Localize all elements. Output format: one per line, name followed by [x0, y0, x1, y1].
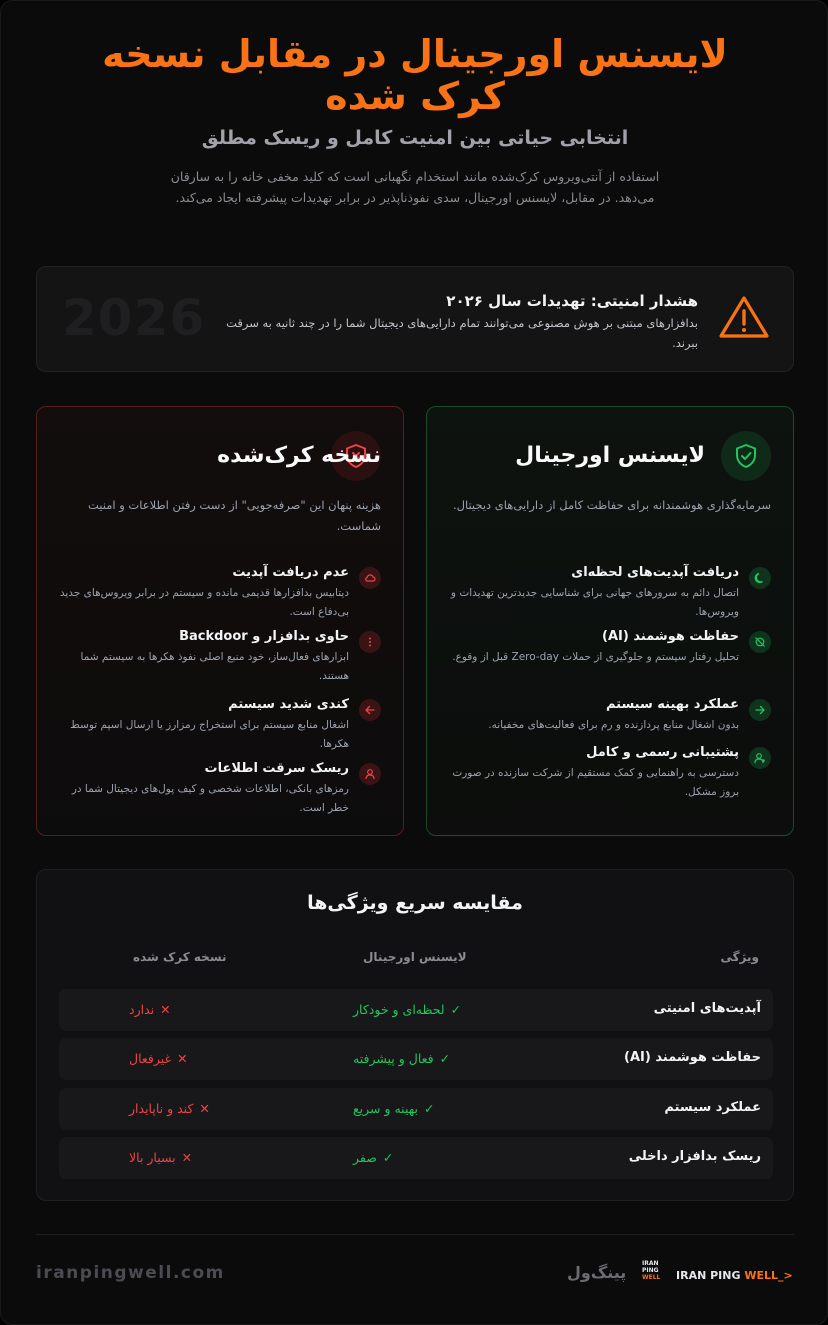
original-license-card — [426, 406, 794, 836]
arrow-right-icon — [749, 699, 771, 721]
warning-triangle-icon — [717, 294, 771, 340]
security-warning-banner — [36, 266, 794, 372]
original-card-title: لایسنس اورجینال — [515, 443, 705, 468]
feature-text: دیتابیس بدافزارها قدیمی مانده و سیستم در برابر ویروس‌های جدید بی‌دفاع است. — [59, 587, 349, 618]
x-icon: ✕ — [177, 1051, 188, 1066]
feature-text: تحلیل رفتار سیستم و جلوگیری از حملات Zero-day قبل از وقوع. — [452, 651, 739, 663]
row-cracked-value — [129, 1101, 210, 1116]
row-original-value — [353, 1002, 461, 1017]
logo-line: PING — [642, 1267, 659, 1274]
value-text: غیرفعال — [129, 1051, 172, 1066]
brain-off-icon — [749, 631, 771, 653]
feature-title: حاوی بدافزار و Backdoor — [179, 629, 349, 644]
feature-text: دسترسی به راهنمایی و کمک مستقیم از شرکت سازنده در صورت بروز مشکل. — [452, 767, 739, 798]
cloud-off-icon — [359, 567, 381, 589]
cracked-version-card — [36, 406, 404, 836]
feature-text: بدون اشغال منابع پردازنده و رم برای فعالیت‌های مخفیانه. — [488, 719, 739, 731]
feature-title: کندی شدید سیستم — [228, 697, 349, 712]
brand-name-persian: پینگ‌ول — [567, 1263, 627, 1282]
feature-title: ریسک سرقت اطلاعات — [204, 761, 349, 776]
row-original-value — [353, 1150, 393, 1165]
arrow-left-icon — [359, 699, 381, 721]
x-icon: ✕ — [160, 1002, 171, 1017]
row-original-value — [353, 1051, 450, 1066]
header-feature: ویژگی — [720, 950, 759, 964]
value-text: ندارد — [129, 1002, 155, 1017]
value-text: بسیار بالا — [129, 1150, 176, 1165]
row-feature: ریسک بدافزار داخلی — [628, 1149, 761, 1164]
original-card-description: سرمایه‌گذاری هوشمندانه برای حفاظت کامل از دارایی‌های دیجیتال. — [452, 498, 771, 512]
website-link[interactable]: iranpingwell.com — [36, 1263, 225, 1283]
check-icon: ✓ — [450, 1002, 462, 1017]
support-agent-icon — [749, 747, 771, 769]
logo-line: WELL — [642, 1274, 661, 1281]
brand-logo — [642, 1260, 666, 1288]
brand-accent: WELL_> — [744, 1269, 793, 1282]
table-row — [59, 1038, 773, 1080]
comparison-table — [36, 869, 794, 1201]
row-cracked-value — [129, 1002, 171, 1017]
check-icon: ✓ — [439, 1051, 451, 1066]
warning-text: بدافزارهای مبتنی بر هوش مصنوعی می‌توانند تمام دارایی‌های دیجیتال شما را در چند ثانیه به سرقت ببرند. — [226, 316, 698, 350]
header-cracked: نسخه کرک شده — [133, 950, 227, 964]
feature-text: اتصال دائم به سرورهای جهانی برای شناسایی جدیدترین تهدیدات و ویروس‌ها. — [450, 587, 739, 618]
row-cracked-value — [129, 1150, 192, 1165]
feature-title: حفاظت هوشمند (AI) — [602, 629, 739, 644]
warning-year-watermark: 2026 — [62, 289, 206, 347]
feature-title: پشتیبانی رسمی و کامل — [586, 745, 739, 760]
feature-text: اشغال منابع سیستم برای استخراج رمزارز یا ارسال اسپم توسط هکرها. — [70, 719, 349, 750]
value-text: کند و ناپایدار — [129, 1101, 194, 1116]
feature-text: رمزهای بانکی، اطلاعات شخصی و کیف پول‌های دیجیتال شما در خطر است. — [71, 783, 349, 814]
page-subtitle: انتخابی حیاتی بین امنیت کامل و ریسک مطلق — [201, 127, 629, 149]
cracked-card-description: هزینه پنهان این "صرفه‌جویی" از دست رفتن اطلاعات و امنیت شماست. — [87, 498, 381, 533]
brand-prefix: IRAN PING — [676, 1269, 745, 1282]
footer-divider — [36, 1234, 794, 1235]
feature-title: عدم دریافت آپدیت — [232, 565, 349, 580]
value-text: بهینه و سریع — [353, 1101, 418, 1116]
shield-check-icon — [721, 431, 771, 481]
row-cracked-value — [129, 1051, 188, 1066]
logo-line: IRAN — [642, 1260, 659, 1267]
warning-title: هشدار امنیتی: تهدیدات سال ۲۰۲۶ — [446, 292, 698, 310]
check-icon: ✓ — [382, 1150, 394, 1165]
brand-name-english — [676, 1269, 793, 1282]
row-original-value — [353, 1101, 434, 1116]
check-icon: ✓ — [423, 1101, 435, 1116]
feature-title: عملکرد بهینه سیستم — [605, 697, 739, 712]
comparison-title: مقایسه سریع ویژگی‌ها — [307, 892, 523, 914]
moon-icon — [749, 567, 771, 589]
x-icon: ✕ — [181, 1150, 193, 1165]
value-text: لحظه‌ای و خودکار — [353, 1002, 445, 1017]
user-icon — [359, 763, 381, 785]
table-row — [59, 1088, 773, 1130]
value-text: فعال و پیشرفته — [353, 1051, 434, 1066]
feature-text: ابزارهای فعال‌ساز، خود منبع اصلی نفوذ هکرها به سیستم شما هستند. — [80, 651, 349, 682]
x-icon: ✕ — [199, 1101, 210, 1116]
row-feature: عملکرد سیستم — [664, 1100, 761, 1115]
dots-vertical-icon — [359, 631, 381, 653]
feature-title: دریافت آپدیت‌های لحظه‌ای — [571, 565, 739, 580]
table-row — [59, 989, 773, 1031]
header-original: لایسنس اورجینال — [363, 950, 467, 964]
table-row — [59, 1137, 773, 1179]
value-text: صفر — [353, 1150, 377, 1165]
page-description: استفاده از آنتی‌ویروس کرک‌شده مانند استخدام نگهبانی است که کلید مخفی خانه را به سارقان می‌دهد. در مقابل، لایسنس اورجینال، سدی نفوذناپذیر در برابر تهدیدات پیشرفته ایجاد می‌کند. — [170, 169, 660, 205]
row-feature: حفاظت هوشمند (AI) — [624, 1050, 761, 1065]
row-feature: آپدیت‌های امنیتی — [653, 1001, 761, 1016]
cracked-card-title: نسخه کرک‌شده — [217, 443, 381, 468]
page-title: لایسنس اورجینال در مقابل نسخه کرک شده — [102, 32, 728, 118]
